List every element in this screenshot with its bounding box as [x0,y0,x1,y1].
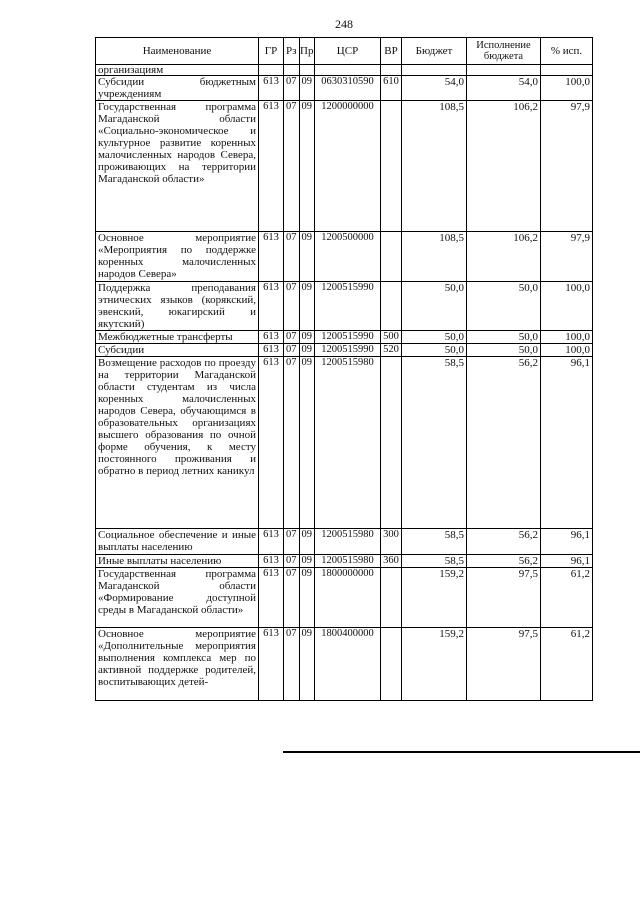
cell-execution: 97,5 [467,568,541,628]
cell-percent: 61,2 [541,628,593,701]
cell-execution: 54,0 [467,76,541,101]
cell-name: Иные выплаты населению [96,555,259,568]
cell-rz: 07 [284,529,300,555]
cell-pr: 09 [299,76,315,101]
header-execution-line2: бюджета [483,51,524,62]
table-header-row [96,38,593,65]
cell-name: Поддержка преподавания этнических языков (корякский, эвенский, юкагирский и якутский) [96,282,259,331]
cell-rz: 07 [284,344,300,357]
table-body [96,65,593,701]
header-execution [467,38,541,65]
cell-csr: 1200515980 [315,357,381,529]
cell-rz [284,65,300,76]
table-row [96,357,593,529]
cell-pr: 09 [299,232,315,282]
cell-vr: 500 [381,331,402,344]
cell-vr [381,357,402,529]
cell-gr: 613 [259,529,284,555]
cell-budget: 50,0 [402,331,467,344]
cell-execution: 56,2 [467,555,541,568]
header-budget: Бюджет [402,38,467,65]
cell-rz: 07 [284,76,300,101]
table-row [96,76,593,101]
cell-gr: 613 [259,76,284,101]
cell-budget: 159,2 [402,568,467,628]
cell-pr: 09 [299,628,315,701]
cell-percent: 96,1 [541,529,593,555]
cell-percent: 100,0 [541,344,593,357]
cell-budget: 58,5 [402,357,467,529]
cell-vr [381,568,402,628]
cell-name: Субсидии бюджетным учреждениям [96,76,259,101]
cell-name: Социальное обеспечение и иные выплаты населению [96,529,259,555]
cell-rz: 07 [284,282,300,331]
cell-execution [467,65,541,76]
cell-rz: 07 [284,568,300,628]
header-vr: ВР [381,38,402,65]
cell-rz: 07 [284,555,300,568]
cell-execution: 50,0 [467,331,541,344]
cell-gr: 613 [259,357,284,529]
header-pr: Пр [299,38,315,65]
table-row [96,282,593,331]
cell-csr: 1800400000 [315,628,381,701]
table-row [96,331,593,344]
cell-execution: 50,0 [467,282,541,331]
cell-csr: 1200500000 [315,232,381,282]
cell-csr: 1200515990 [315,331,381,344]
cell-budget: 58,5 [402,529,467,555]
bottom-rule [283,751,640,753]
cell-execution: 56,2 [467,357,541,529]
cell-rz: 07 [284,101,300,232]
cell-vr: 360 [381,555,402,568]
cell-percent: 100,0 [541,331,593,344]
cell-csr: 1200000000 [315,101,381,232]
cell-percent [541,65,593,76]
cell-gr: 613 [259,331,284,344]
cell-budget: 58,5 [402,555,467,568]
cell-budget: 108,5 [402,232,467,282]
cell-budget: 108,5 [402,101,467,232]
cell-vr: 300 [381,529,402,555]
cell-pr [299,65,315,76]
cell-name: организациям [96,65,259,76]
cell-budget: 50,0 [402,344,467,357]
cell-rz: 07 [284,232,300,282]
cell-pr: 09 [299,568,315,628]
cell-gr: 613 [259,628,284,701]
cell-vr [381,282,402,331]
cell-name: Субсидии [96,344,259,357]
table-row [96,101,593,232]
cell-gr: 613 [259,344,284,357]
cell-name: Межбюджетные трансферты [96,331,259,344]
cell-csr: 1200515980 [315,529,381,555]
cell-rz: 07 [284,628,300,701]
cell-budget [402,65,467,76]
cell-percent: 61,2 [541,568,593,628]
cell-csr: 1200515990 [315,344,381,357]
table-row [96,555,593,568]
cell-csr: 0630310590 [315,76,381,101]
cell-execution: 50,0 [467,344,541,357]
cell-name: Государственная программа Магаданской области «Формирование доступной среды в Магаданской области» [96,568,259,628]
cell-gr: 613 [259,282,284,331]
cell-vr: 610 [381,76,402,101]
cell-csr: 1200515990 [315,282,381,331]
cell-gr [259,65,284,76]
cell-vr [381,101,402,232]
cell-pr: 09 [299,282,315,331]
header-percent: % исп. [541,38,593,65]
cell-name: Основное мероприятие «Мероприятия по поддержке коренных малочисленных народов Севера» [96,232,259,282]
table-row [96,232,593,282]
cell-budget: 54,0 [402,76,467,101]
cell-rz: 07 [284,331,300,344]
cell-budget: 50,0 [402,282,467,331]
cell-name: Государственная программа Магаданской области «Социально-экономическое и культурное развитие коренных малочисленных народов Севера, проживающих на территории Магаданской области» [96,101,259,232]
cell-execution: 106,2 [467,232,541,282]
cell-vr [381,628,402,701]
cell-percent: 97,9 [541,232,593,282]
cell-percent: 100,0 [541,76,593,101]
cell-pr: 09 [299,529,315,555]
cell-csr: 1800000000 [315,568,381,628]
cell-rz: 07 [284,357,300,529]
page-number: 248 [335,17,353,31]
cell-pr: 09 [299,555,315,568]
header-execution-line1: Исполнение [476,40,531,51]
cell-vr: 520 [381,344,402,357]
cell-percent: 97,9 [541,101,593,232]
table-row [96,65,593,76]
cell-name: Основное мероприятие «Дополнительные мероприятия выполнения комплекса мер по активной поддержке родителей, воспитывающих детей- [96,628,259,701]
cell-vr [381,65,402,76]
cell-name: Возмещение расходов по проезду на территории Магаданской области студентам из числа коренных малочисленных народов Севера, обучающимся в образовательных организациях высшего образования по очной форме обучения, к месту постоянного проживания и обратно в период летних каникул [96,357,259,529]
cell-gr: 613 [259,101,284,232]
cell-execution: 106,2 [467,101,541,232]
cell-execution: 97,5 [467,628,541,701]
header-name: Наименование [96,38,259,65]
cell-budget: 159,2 [402,628,467,701]
cell-gr: 613 [259,232,284,282]
cell-percent: 100,0 [541,282,593,331]
cell-pr: 09 [299,101,315,232]
cell-vr [381,232,402,282]
cell-pr: 09 [299,331,315,344]
cell-pr: 09 [299,357,315,529]
table-row [96,344,593,357]
table-row [96,628,593,701]
cell-gr: 613 [259,555,284,568]
budget-table [95,37,593,701]
table-row [96,568,593,628]
table-row [96,529,593,555]
header-rz: Рз [284,38,300,65]
header-csr: ЦСР [315,38,381,65]
cell-csr [315,65,381,76]
cell-percent: 96,1 [541,357,593,529]
cell-execution: 56,2 [467,529,541,555]
cell-percent: 96,1 [541,555,593,568]
header-gr: ГР [259,38,284,65]
cell-pr: 09 [299,344,315,357]
cell-gr: 613 [259,568,284,628]
cell-csr: 1200515980 [315,555,381,568]
